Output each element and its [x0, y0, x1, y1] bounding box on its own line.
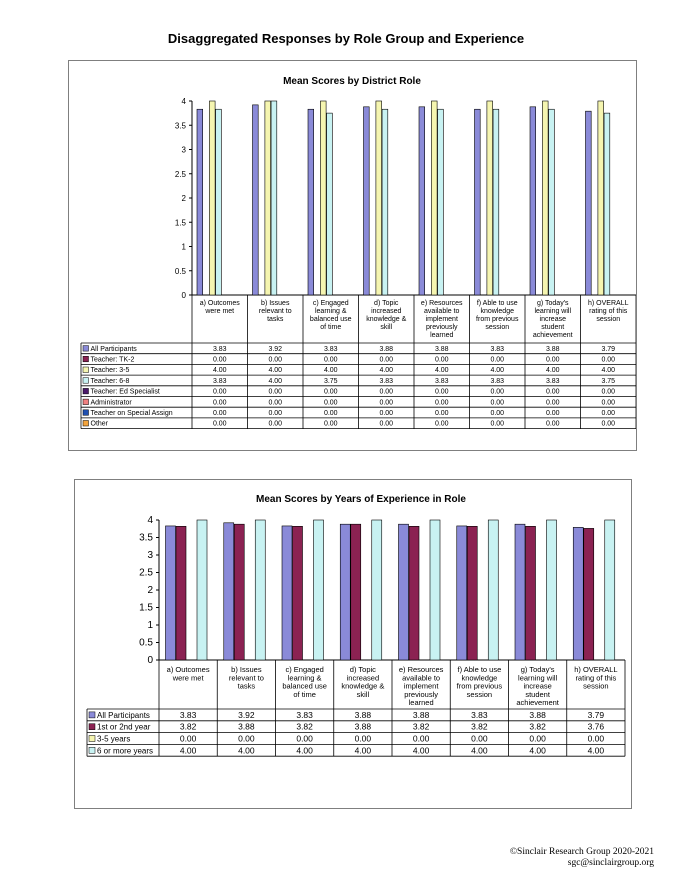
data-cell: 0.00 [268, 388, 283, 396]
data-cell: 0.00 [490, 420, 505, 428]
bar-4-6 [493, 109, 499, 295]
data-cell: 4.00 [490, 367, 505, 375]
bar-4-8 [605, 520, 615, 660]
data-cell: 3.83 [212, 377, 227, 385]
y-tick-label: 2 [147, 585, 153, 596]
data-cell: 0.00 [212, 388, 227, 396]
category-label: implement [403, 681, 439, 691]
data-cell: 0.00 [545, 356, 560, 364]
category-label: session [466, 689, 493, 699]
category-label: were met [172, 673, 204, 683]
legend-swatch [89, 724, 95, 730]
bar-2-6 [467, 526, 477, 660]
data-cell: 0.00 [323, 410, 338, 417]
category-label: f) Able to use [476, 300, 518, 307]
data-cell: 4.00 [434, 367, 449, 375]
bar-4-1 [197, 520, 207, 660]
data-cell: 3.83 [490, 377, 505, 385]
bar-4-3 [314, 520, 324, 660]
data-cell: 3.83 [434, 377, 449, 385]
category-label: of time [320, 324, 342, 331]
category-label: knowledge [461, 673, 498, 683]
data-cell: 0.00 [601, 410, 616, 417]
category-label: learned [430, 332, 454, 339]
data-cell: 0.00 [379, 356, 394, 364]
legend-swatch [89, 736, 95, 742]
bar-4-2 [255, 520, 265, 660]
data-cell: 0.00 [212, 356, 227, 364]
legend-swatch [83, 367, 89, 373]
bar-1-7 [515, 524, 525, 660]
data-cell: 3.88 [354, 721, 372, 732]
data-cell: 0.00 [212, 399, 227, 407]
data-cell: 3.79 [601, 345, 616, 353]
data-cell: 3.75 [601, 377, 616, 385]
category-label: increased [371, 308, 402, 315]
category-label: e) Resources [420, 300, 463, 307]
data-cell: 0.00 [545, 399, 560, 407]
bar-1-3 [282, 526, 292, 660]
contact-email: sgc@sinclairgroup.org [567, 858, 654, 868]
data-cell: 0.00 [268, 420, 283, 428]
data-cell: 0.00 [434, 356, 449, 364]
data-cell: 0.00 [268, 410, 283, 417]
legend-swatch [83, 410, 89, 416]
data-cell: 4.00 [471, 745, 488, 756]
category-label: from previous [476, 316, 519, 323]
category-label: e) Resources [398, 665, 444, 674]
data-cell: 0.00 [379, 410, 394, 417]
legend-swatch [89, 747, 95, 753]
data-cell: 0.00 [379, 388, 394, 396]
legend-swatch [83, 356, 89, 362]
category-label: h) OVERALL [574, 665, 618, 674]
legend-swatch [83, 388, 89, 394]
bar-4-5 [438, 109, 444, 295]
legend-label: All Participants [97, 710, 150, 720]
data-cell: 3.83 [179, 709, 197, 720]
y-tick-label: 1 [181, 242, 186, 252]
legend-label: Teacher: TK-2 [90, 356, 135, 364]
data-cell: 0.00 [587, 733, 605, 744]
category-label: implement [425, 316, 458, 323]
category-label: available to [402, 673, 441, 683]
data-cell: 3.82 [412, 721, 430, 732]
category-label: a) Outcomes [199, 300, 240, 307]
category-label: skill [356, 689, 370, 699]
bar-1-5 [419, 107, 425, 295]
bar-1-1 [166, 526, 176, 660]
category-label: b) Issues [231, 665, 262, 674]
category-label: achievement [516, 698, 559, 708]
bar-3-8 [598, 101, 604, 295]
category-label: rating of this [589, 308, 628, 315]
chart-years-experience [75, 480, 631, 808]
chart-panel-years-experience [74, 479, 632, 809]
legend-swatch [83, 378, 89, 384]
category-label: c) Engaged [312, 300, 349, 307]
category-label: were met [205, 308, 235, 315]
legend-label: Teacher: 3-5 [90, 367, 130, 375]
data-cell: 0.00 [490, 388, 505, 396]
category-label: tasks [267, 316, 284, 323]
data-cell: 0.00 [323, 420, 338, 428]
chart-district-role [69, 61, 636, 450]
data-cell: 0.00 [268, 399, 283, 407]
bar-4-6 [488, 520, 498, 660]
data-cell: 3.92 [238, 709, 255, 720]
y-tick-label: 2.5 [139, 567, 153, 579]
bar-1-8 [586, 111, 592, 295]
data-cell: 4.00 [587, 745, 605, 756]
bar-4-4 [372, 520, 382, 660]
category-label: knowledge & [341, 681, 385, 691]
data-cell: 0.00 [238, 733, 255, 744]
data-cell: 4.00 [529, 745, 546, 756]
legend-label: Other [90, 420, 109, 428]
bar-4-3 [327, 113, 333, 295]
data-cell: 3.82 [179, 721, 197, 732]
legend-label: Administrator [90, 399, 132, 407]
data-cell: 0.00 [490, 399, 505, 407]
y-tick-label: 1.5 [174, 218, 186, 228]
data-cell: 3.83 [296, 709, 313, 720]
data-cell: 3.79 [587, 709, 605, 720]
category-label: d) Topic [349, 665, 376, 674]
category-label: learning will [534, 308, 572, 315]
y-tick-label: 3 [147, 550, 153, 561]
category-label: g) Today's [536, 300, 569, 307]
bar-4-1 [216, 109, 222, 295]
data-cell: 0.00 [268, 356, 283, 364]
data-cell: 0.00 [545, 420, 560, 428]
bar-1-6 [457, 526, 467, 660]
category-label: previously [404, 689, 439, 699]
data-cell: 4.00 [268, 377, 283, 385]
y-tick-label: 3.5 [139, 532, 153, 544]
data-cell: 4.00 [601, 367, 616, 375]
data-cell: 3.76 [587, 721, 605, 732]
bar-2-8 [584, 528, 594, 660]
bar-1-2 [253, 105, 259, 295]
bar-2-3 [293, 526, 303, 660]
data-cell: 4.00 [212, 367, 227, 375]
data-cell: 3.88 [529, 709, 546, 720]
category-label: learned [408, 698, 434, 708]
data-cell: 4.00 [179, 745, 197, 756]
bar-3-3 [320, 101, 326, 295]
y-tick-label: 0.5 [174, 266, 186, 276]
y-tick-label: 1 [147, 620, 153, 631]
bar-2-7 [526, 526, 536, 660]
data-cell: 3.92 [268, 345, 283, 353]
bar-2-2 [234, 524, 244, 660]
category-label: b) Issues [261, 300, 290, 307]
legend-label: All Participants [90, 345, 137, 353]
data-cell: 4.00 [238, 745, 255, 756]
category-label: increase [523, 681, 552, 691]
category-label: knowledge & [366, 316, 407, 323]
data-cell: 3.88 [434, 345, 449, 353]
data-cell: 0.00 [471, 733, 488, 744]
data-cell: 0.00 [379, 420, 394, 428]
bar-1-4 [340, 524, 350, 660]
y-tick-label: 0 [181, 291, 186, 300]
data-cell: 3.83 [212, 345, 227, 353]
category-label: achievement [532, 332, 573, 339]
data-cell: 0.00 [601, 356, 616, 364]
legend-swatch [83, 346, 89, 352]
category-label: relevant to [228, 673, 264, 683]
category-label: increase [539, 316, 566, 323]
bar-2-5 [409, 526, 419, 660]
bar-1-7 [530, 107, 536, 295]
category-label: previously [425, 324, 458, 331]
bar-4-2 [271, 101, 277, 295]
data-cell: 0.00 [545, 388, 560, 396]
category-label: rating of this [575, 673, 617, 683]
data-cell: 0.00 [296, 733, 313, 744]
data-cell: 3.88 [379, 345, 394, 353]
category-label: g) Today's [520, 665, 555, 674]
legend-label: Teacher: 6-8 [90, 377, 130, 385]
data-cell: 0.00 [545, 410, 560, 417]
category-label: skill [380, 324, 393, 331]
data-cell: 3.75 [323, 377, 338, 385]
y-tick-label: 3 [181, 145, 186, 155]
data-cell: 3.83 [490, 345, 505, 353]
category-label: of time [293, 689, 316, 699]
bar-1-3 [308, 109, 314, 295]
category-label: balanced use [309, 316, 352, 323]
data-cell: 3.82 [529, 721, 546, 732]
data-cell: 4.00 [379, 367, 394, 375]
bar-4-4 [382, 109, 388, 295]
data-cell: 0.00 [323, 388, 338, 396]
data-cell: 0.00 [379, 399, 394, 407]
category-label: c) Engaged [285, 665, 324, 674]
y-tick-label: 3.5 [174, 121, 186, 131]
bar-3-2 [265, 101, 271, 295]
category-label: session [485, 324, 510, 331]
data-cell: 4.00 [296, 745, 313, 756]
category-label: student [525, 689, 550, 699]
data-cell: 3.88 [354, 709, 372, 720]
data-cell: 0.00 [601, 388, 616, 396]
data-cell: 0.00 [434, 420, 449, 428]
bar-2-4 [351, 524, 361, 660]
category-label: a) Outcomes [166, 665, 210, 674]
bar-3-7 [542, 101, 548, 295]
bar-4-5 [430, 520, 440, 660]
data-cell: 0.00 [179, 733, 197, 744]
data-cell: 4.00 [268, 367, 283, 375]
legend-swatch [83, 399, 89, 405]
y-tick-label: 2.5 [174, 169, 186, 179]
bar-4-7 [549, 109, 555, 295]
bar-3-6 [487, 101, 493, 295]
chart-panel-district-role [68, 60, 637, 451]
data-cell: 0.00 [434, 399, 449, 407]
data-cell: 0.00 [434, 410, 449, 417]
y-tick-label: 0.5 [139, 637, 153, 649]
bar-3-1 [209, 101, 215, 295]
bar-1-8 [573, 527, 583, 660]
data-cell: 0.00 [323, 356, 338, 364]
data-cell: 3.83 [379, 377, 394, 385]
data-cell: 3.88 [545, 345, 560, 353]
legend-label: 6 or more years [97, 746, 154, 756]
copyright-text: ©Sinclair Research Group 2020-2021 [509, 847, 654, 857]
data-cell: 3.82 [296, 721, 313, 732]
y-tick-label: 4 [147, 515, 153, 526]
bar-3-4 [376, 101, 382, 295]
legend-label: Teacher: Ed Specialist [90, 388, 160, 396]
data-cell: 3.88 [412, 709, 430, 720]
y-tick-label: 4 [181, 97, 186, 106]
bar-2-1 [176, 526, 186, 660]
data-cell: 3.88 [238, 721, 255, 732]
category-label: relevant to [258, 308, 292, 315]
data-cell: 0.00 [323, 399, 338, 407]
y-tick-label: 0 [147, 655, 153, 666]
data-cell: 3.83 [323, 345, 338, 353]
category-label: f) Able to use [457, 665, 502, 674]
category-label: learning & [287, 673, 322, 683]
bar-1-6 [475, 109, 481, 295]
bar-4-8 [604, 113, 610, 295]
data-cell: 0.00 [412, 733, 430, 744]
data-cell: 0.00 [434, 388, 449, 396]
data-cell: 0.00 [212, 410, 227, 417]
category-label: h) OVERALL [588, 300, 629, 307]
category-label: tasks [237, 681, 256, 691]
bar-3-5 [431, 101, 437, 295]
category-label: session [596, 316, 621, 323]
y-tick-label: 1.5 [139, 602, 153, 614]
data-cell: 0.00 [212, 420, 227, 428]
category-label: d) Topic [374, 300, 399, 307]
data-cell: 0.00 [529, 733, 546, 744]
y-tick-label: 2 [181, 194, 186, 203]
data-cell: 0.00 [601, 420, 616, 428]
data-cell: 0.00 [490, 410, 505, 417]
category-label: learning & [314, 308, 347, 315]
data-cell: 3.83 [545, 377, 560, 385]
legend-label: 1st or 2nd year [97, 722, 151, 732]
bar-1-1 [197, 109, 203, 295]
legend-label: Teacher on Special Assign [90, 410, 173, 417]
data-cell: 0.00 [354, 733, 372, 744]
legend-label: 3-5 years [97, 734, 131, 744]
data-cell: 4.00 [545, 367, 560, 375]
chart-title: Mean Scores by District Role [283, 76, 421, 87]
category-label: knowledge [480, 308, 514, 315]
category-label: available to [424, 308, 460, 315]
data-cell: 3.82 [471, 721, 488, 732]
category-label: increased [346, 673, 380, 683]
bar-1-2 [224, 523, 234, 660]
bar-4-7 [547, 520, 557, 660]
page-title: Disaggregated Responses by Role Group and Experience [167, 31, 525, 46]
category-label: student [541, 324, 565, 331]
bar-1-5 [399, 524, 409, 660]
data-cell: 4.00 [412, 745, 430, 756]
data-cell: 3.83 [471, 709, 488, 720]
category-label: session [583, 681, 609, 691]
bar-1-4 [364, 107, 370, 295]
chart-title: Mean Scores by Years of Experience in Role [256, 494, 466, 505]
data-cell: 0.00 [490, 356, 505, 364]
data-cell: 4.00 [323, 367, 338, 375]
data-cell: 0.00 [601, 399, 616, 407]
category-label: learning will [518, 673, 558, 683]
category-label: balanced use [282, 681, 327, 691]
legend-swatch [83, 421, 89, 427]
legend-swatch [89, 712, 95, 718]
data-cell: 4.00 [354, 745, 372, 756]
category-label: from previous [456, 681, 503, 691]
